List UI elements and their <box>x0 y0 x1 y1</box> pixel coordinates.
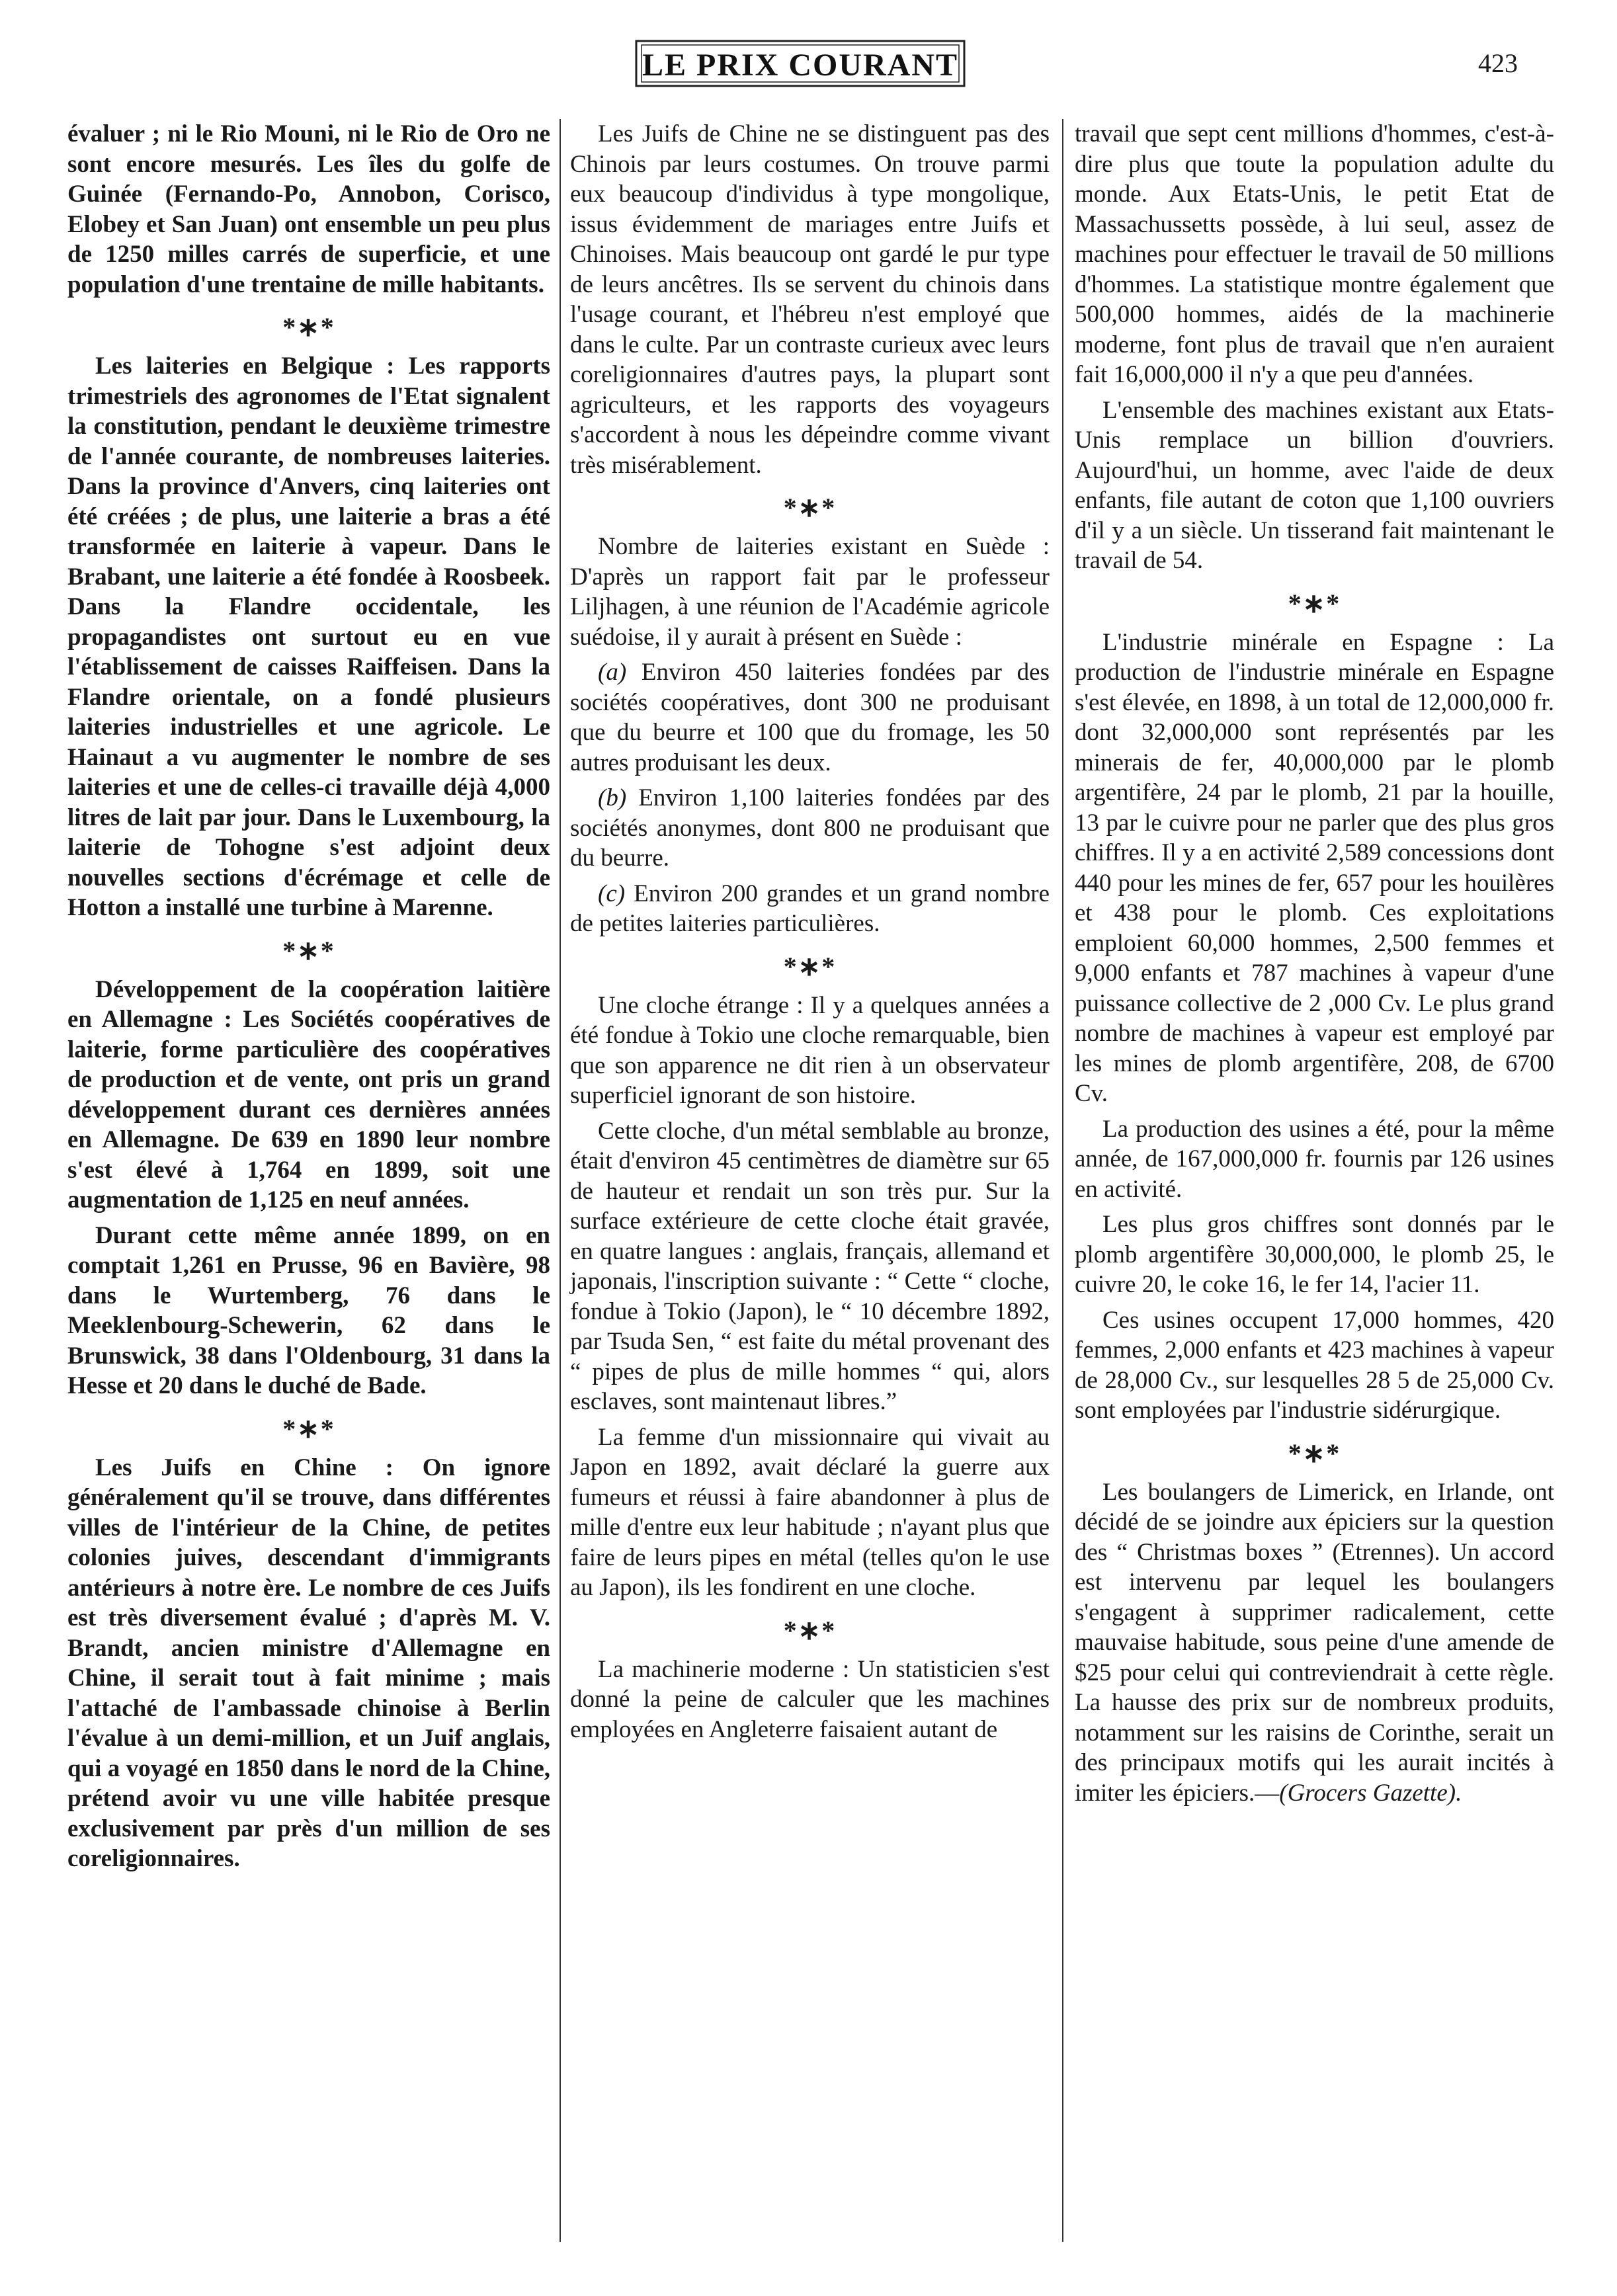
article-boulangers-limerick <box>1075 1477 1554 1809</box>
article-machinerie-moderne: La machinerie moderne : Un statisticien s'est donné la peine de calculer que les machines employées en Angleterre faisaient autant de <box>570 1655 1050 1743</box>
article-laiteries-suede: Nombre de laiteries existant en Suède : D'après un rapport fait par le professeur Liljhagen, à une réunion de l'Académie agricole suédoise, il y aurait à présent en Suède : <box>570 533 1050 651</box>
section-separator: *∗* <box>1288 588 1341 618</box>
section-separator: *∗* <box>282 935 335 965</box>
article-paragraph: L'ensemble des machines existant aux Etats-Unis remplace un billion d'ouvriers. Aujourd'hui, un homme, avec l'aide de deux enfants, file autant de coton que 1,100 ouvriers d'il y a un siècle. Un tisserand fait maintenant le travail de 54. <box>1075 396 1554 574</box>
article-juifs-chine: Les Juifs en Chine : On ignore généralement qu'il se trouve, dans différentes villes de l'intérieur de la Chine, de petites colonies juives, descendant d'immigrants antérieurs à notre ère. Le nombre de ces Juifs est très diversement évalué ; d'après M. V. Brandt, ancien ministre d'Allemagne en Chine, il serait tout à fait minime ; mais l'attaché de l'ambassade chinoise à Berlin l'évalue à un demi-million, et un Juif anglais, qui a voyagé en 1850 dans le nord de la Chine, prétend avoir vu une ville habitée presque exclusivement par près d'un million de ses coreligionnaires. <box>67 1454 550 1872</box>
article-paragraph: Cette cloche, d'un métal semblable au bronze, était d'environ 45 centimètres de diamètre sur 65 de hauteur et rendait un son très pur. Sur la surface extérieure de cette cloche était gravée, en quatre langues : anglais, français, allemand et japonais, l'inscription suivante : “ Cette “ cloche, fondue à Tokio (Japon), le “ 10 décembre 1892, par Tsuda Sen, “ est faite du métal provenant des “ pipes de plus de mille hommes “ qui, alors esclaves, sont maintenaut libres.” <box>570 1117 1050 1415</box>
list-item <box>570 783 1050 874</box>
section-separator: *∗* <box>783 1615 837 1645</box>
list-item-text: Environ 1,100 laiteries fondées par des sociétés anonymes, dont 800 ne produisant que du beurre. <box>570 784 1050 872</box>
column-3 <box>1075 119 1554 1813</box>
article-paragraph: La production des usines a été, pour la même année, de 167,000,000 fr. fournis par 126 usines en activité. <box>1075 1115 1554 1203</box>
article-paragraph: Les Juifs de Chine ne se distinguent pas des Chinois par leurs costumes. On trouve parmi eux beaucoup d'individus à type mongolique, issus évidemment de mariages entre Juifs et Chinoises. Mais beaucoup ont gardé le pur type de leurs ancêtres. Ils se servent du chinois dans l'usage courant, et l'hébreu n'est employé que dans le culte. Par un contraste curieux avec leurs coreligionnaires d'autres pays, la plupart sont agriculteurs, et les rapports des voyageurs s'accordent à nous les dépeindre comme vivant très misérablement. <box>570 120 1050 479</box>
list-item-text: Environ 200 grandes et un grand nombre de petites laiteries particulières. <box>570 880 1050 937</box>
article-paragraph: Ces usines occupent 17,000 hommes, 420 femmes, 2,000 enfants et 423 machines à vapeur de 28,000 Cv., sur lesquelles 28 5 de 25,000 Cv. sont employées par l'industrie sidérurgique. <box>1075 1306 1554 1424</box>
column-2 <box>570 119 1050 1750</box>
list-item <box>570 657 1050 778</box>
page-number: 423 <box>1478 48 1518 78</box>
section-separator: *∗* <box>282 1413 335 1444</box>
list-item-label: (c) <box>598 880 626 907</box>
list-item-label: (b) <box>598 784 627 811</box>
column-divider <box>1062 119 1063 2242</box>
masthead-logo-art <box>635 32 966 95</box>
article-source: (Grocers Gazette). <box>1279 1779 1462 1807</box>
article-text: Les boulangers de Limerick, en Irlande, ont décidé de se joindre aux épiciers sur la question des “ Christmas boxes ” (Etrennes). Un accord est intervenu par lequel les boulangers s'engagent à supprimer radicalement, cette mauvaise habitude, sous peine d'une amende de $25 pour celui qui contreviendrait à cette règle. La hausse des prix sur de nombreux produits, notamment sur les raisins de Corinthe, serait un des principaux motifs qui les aurait incités à imiter les épiciers.— <box>1075 1478 1554 1807</box>
section-separator: *∗* <box>1288 1438 1341 1468</box>
article-paragraph: travail que sept cent millions d'hommes, c'est-à-dire plus que toute la population adulte du monde. Aux Etats-Unis, le petit Etat de Massachussetts possède, à lui seul, assez de machines pour effectuer le travail de 50 millions d'hommes. La statistique montre également que 500,000 hommes, aidés de la machinerie moderne, font plus de travail que n'en auraient fait 16,000,000 il n'y a que peu d'années. <box>1075 120 1554 388</box>
article-laiteries-belgique: Les laiteries en Belgique : Les rapports trimestriels des agronomes de l'Etat signalent la constitution, pendant le deuxième trimestre de l'année courante, de nombreuses laiteries. Dans la province d'Anvers, cinq laiteries ont été créées ; de plus, une laiterie a bras a été transformée en laiterie à vapeur. Dans le Brabant, une laiterie a été fondée à Roosbeek. Dans la Flandre occidentale, les propagandistes ont surtout eu en vue l'établissement de caisses Raiffeisen. Dans la Flandre orientale, on a fondé plusieurs laiteries industrielles et une agricole. Le Hainaut a vu augmenter le nombre de ses laiteries et une de celles-ci travaille déjà 4,000 litres de lait par jour. Dans le Luxembourg, la laiterie de Tohogne s'est adjoint deux nouvelles sections d'écrémage et celle de Hotton a installé une turbine à Marenne. <box>67 352 550 921</box>
section-separator: *∗* <box>282 312 335 342</box>
laiteries-list <box>570 657 1050 939</box>
masthead-logo <box>635 32 966 95</box>
list-item-text: Environ 450 laiteries fondées par des sociétés coopératives, dont 300 ne produisant que du beurre et 100 que du fromage, les 50 autres produisant les deux. <box>570 659 1050 776</box>
article-paragraph: La femme d'un missionnaire qui vivait au Japon en 1892, avait déclaré la guerre aux fumeurs et réussi à faire abandonner à plus de mille d'entre eux leur habitude ; n'ayant plus que faire de leurs pipes en métal (telles qu'on le use au Japon), ils les fondirent en une cloche. <box>570 1423 1050 1601</box>
article-cooperation-allemagne: Développement de la coopération laitière en Allemagne : Les Sociétés coopératives de laiterie, forme particulière des coopératives de production et de vente, ont pris un grand développement durant ces dernières années en Allemagne. De 639 en 1890 leur nombre s'est élevé à 1,764 en 1899, soit une augmentation de 1,125 en neuf années. <box>67 975 550 1213</box>
article-paragraph: Les plus gros chiffres sont donnés par le plomb argentifère 30,000,000, le plomb 25, le cuivre 20, le coke 16, le fer 14, l'acier 11. <box>1075 1211 1554 1298</box>
section-separator: *∗* <box>783 493 837 522</box>
article-paragraph: Durant cette même année 1899, on en comptait 1,261 en Prusse, 96 en Bavière, 98 dans le Wurtemberg, 76 dans le Meeklenbourg-Schewerin, 62 dans le Brunswick, 38 dans l'Oldenbourg, 31 dans la Hesse et 20 dans le duché de Bade. <box>67 1221 550 1399</box>
article-industrie-minerale: L'industrie minérale en Espagne : La production de l'industrie minérale en Espagne s'est élevée, en 1898, à un total de 12,000,000 fr. dont 32,000,000 sont représentés par les minerais de fer, 40,000,000 par le plomb argentifère, 24 par le plomb, 21 par la houille, 13 par le cuivre pour ne parler que des plus gros chiffres. Il y a en activité 2,589 concessions dont 440 pour les mines de fer, 657 pour les houilères et 438 pour le plomb. Ces exploitations emploient 60,000 hommes, 2,500 femmes et 9,000 enfants et 787 machines à vapeur d'une puissance collective de 2 ,000 Cv. Le plus grand nombre de machines à vapeur est employé par les mines de plomb argentifère, 208, de 6700 Cv. <box>1075 628 1554 1107</box>
article-paragraph: évaluer ; ni le Rio Mouni, ni le Rio de Oro ne sont encore mesurés. Les îles du golfe de Guinée (Fernando-Po, Annobon, Corisco, Elobey et San Juan) ont ensemble un peu plus de 1250 milles carrés de superficie, et une population d'une trentaine de mille habitants. <box>67 120 550 298</box>
column-1 <box>67 119 550 1879</box>
section-separator: *∗* <box>783 951 837 981</box>
masthead-text: LE PRIX COURANT <box>642 48 959 83</box>
article-cloche-etrange: Une cloche étrange : Il y a quelques années a été fondue à Tokio une cloche remarquable, bien que son apparence ne dit rien à un observateur superficiel ignorant de son histoire. <box>570 991 1050 1109</box>
list-item <box>570 879 1050 939</box>
column-divider <box>560 119 561 2242</box>
list-item-label: (a) <box>598 659 627 686</box>
